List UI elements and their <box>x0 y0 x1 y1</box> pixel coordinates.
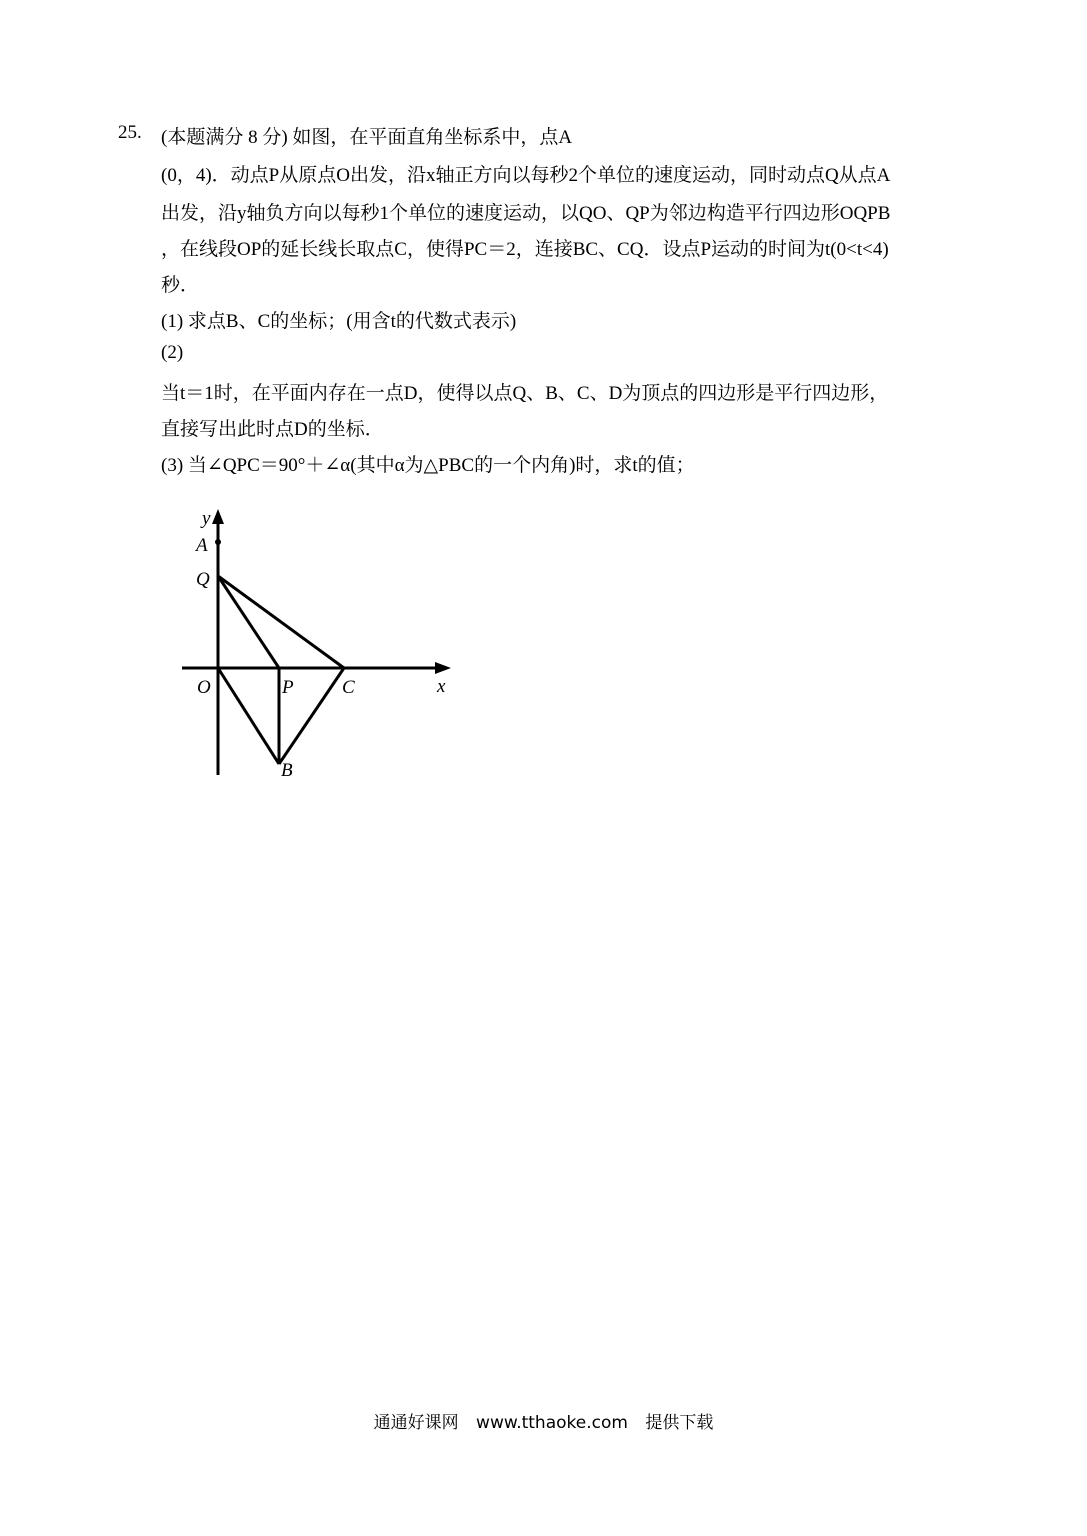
sub-question-2-line-1: 当t＝1时，在平面内存在一点D，使得以点Q、B、C、D为顶点的四边形是平行四边形， <box>161 383 889 404</box>
footer-suffix: 提供下载 <box>645 1413 714 1433</box>
point-A-dot <box>215 539 221 545</box>
problem-line-1: (本题满分 8 分) 如图，在平面直角坐标系中，点A <box>161 127 573 148</box>
sub-question-1: (1) 求点B、C的坐标；(用含t的代数式表示) <box>161 311 517 332</box>
label-A: A <box>196 535 208 556</box>
coordinate-figure <box>170 500 470 790</box>
x-axis-arrow <box>435 662 451 674</box>
sub-question-3: (3) 当∠QPC＝90°＋∠α(其中α为△PBC的一个内角)时，求t的值； <box>161 455 695 476</box>
page-footer <box>0 1408 1087 1433</box>
label-O: O <box>197 677 211 698</box>
footer-url: www.tthaoke.com <box>476 1413 628 1433</box>
label-C: C <box>342 677 355 698</box>
footer-site-name: 通通好课网 <box>373 1413 459 1433</box>
problem-line-3: 出发，沿y轴负方向以每秒1个单位的速度运动，以QO、QP为邻边构造平行四边形OQPB <box>161 203 891 224</box>
question-number: 25. <box>118 122 142 143</box>
label-x: x <box>437 676 446 697</box>
label-Q: Q <box>196 569 210 590</box>
sub-question-2-label: (2) <box>161 342 184 363</box>
problem-line-2: (0，4)．动点P从原点O出发，沿x轴正方向以每秒2个单位的速度运动，同时动点Q从点A <box>161 165 891 186</box>
segment-QP <box>218 576 279 668</box>
label-P: P <box>282 677 294 698</box>
problem-line-5: 秒． <box>161 275 200 296</box>
label-B: B <box>281 760 293 781</box>
segment-QC <box>218 576 344 668</box>
figure-canvas <box>170 500 470 790</box>
problem-line-4: ，在线段OP的延长线长取点C，使得PC＝2，连接BC、CQ．设点P运动的时间为t(0<t<4) <box>161 239 889 260</box>
label-y: y <box>202 508 211 529</box>
y-axis-arrow <box>212 509 224 524</box>
segment-OB <box>218 668 279 764</box>
sub-question-2-line-2: 直接写出此时点D的坐标． <box>161 419 384 440</box>
